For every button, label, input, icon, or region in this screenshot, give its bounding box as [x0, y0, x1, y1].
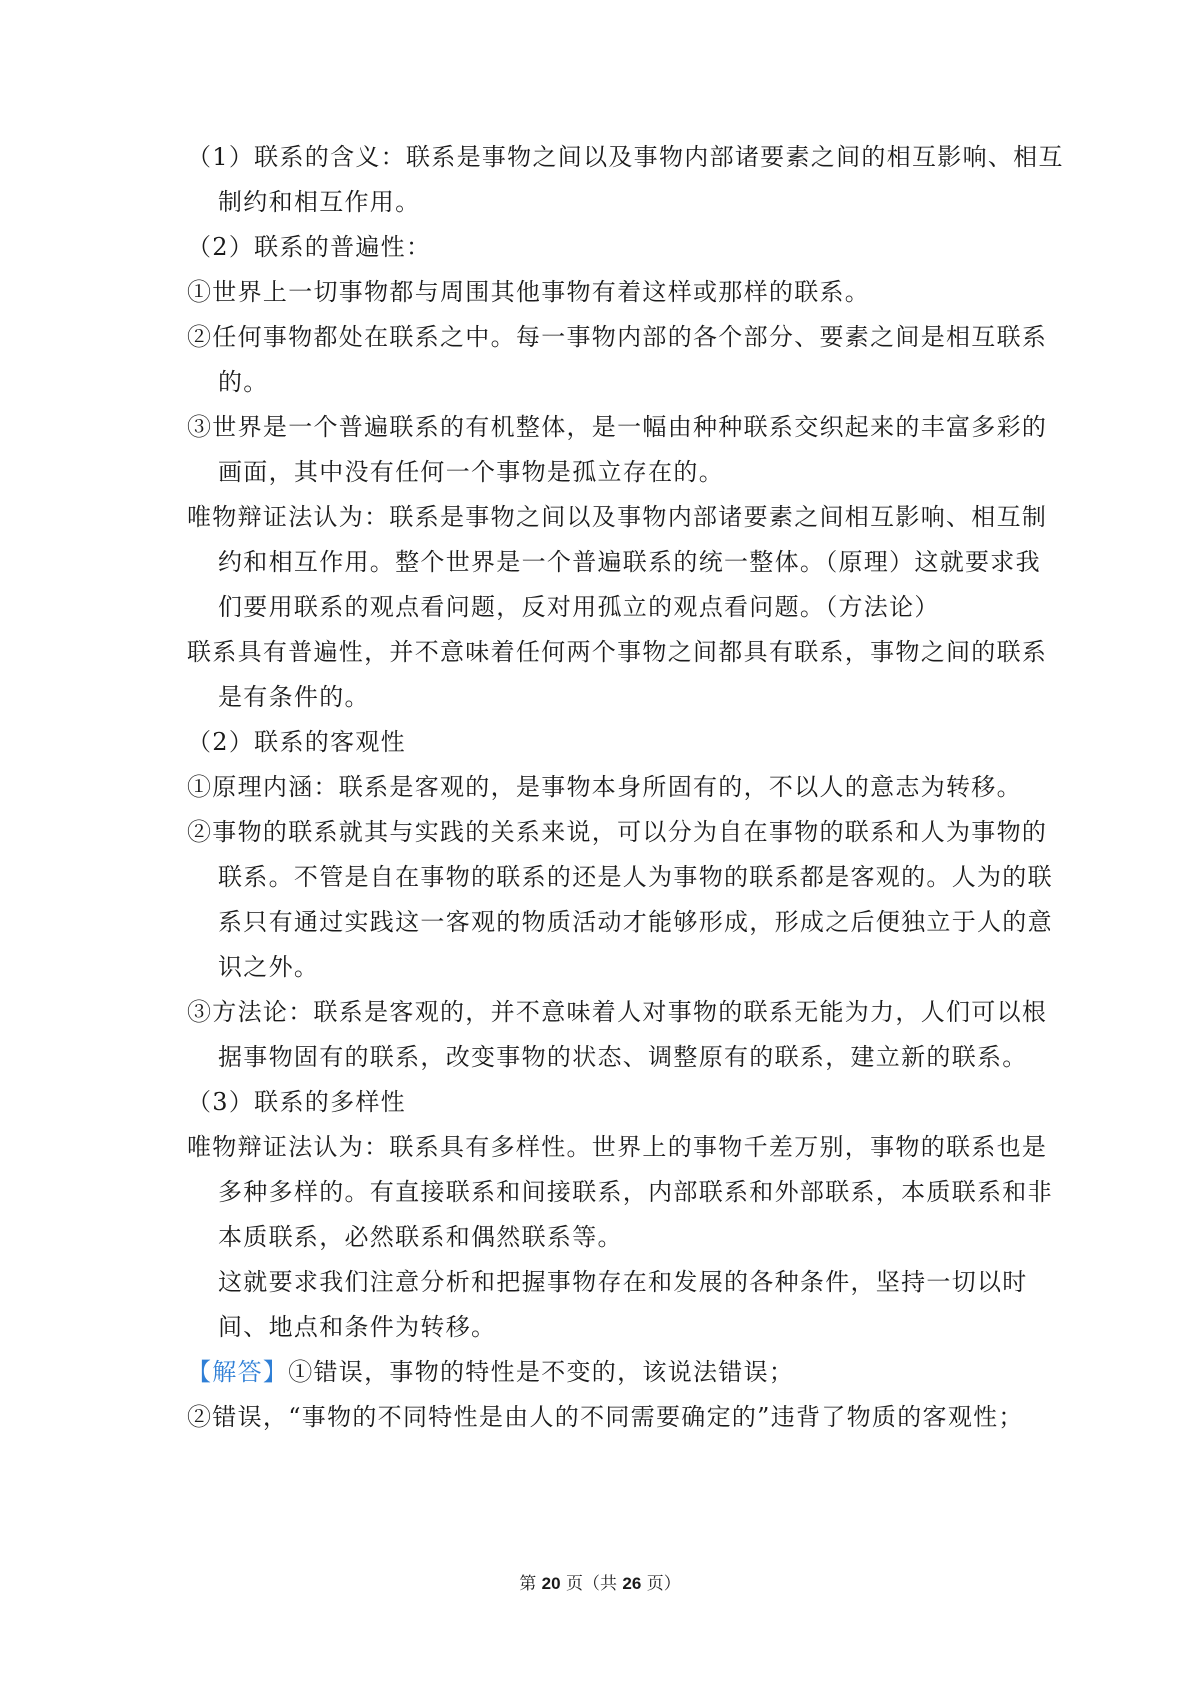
text-line: 本质联系，必然联系和偶然联系等。 [218, 1223, 623, 1251]
text-line: 多种多样的。有直接联系和间接联系，内部联系和外部联系，本质联系和非 [218, 1178, 1053, 1206]
text-line: 制约和相互作用。 [218, 188, 421, 216]
text-line: 约和相互作用。整个世界是一个普遍联系的统一整体。（原理）这就要求我 [218, 548, 1041, 576]
text-line: 据事物固有的联系，改变事物的状态、调整原有的联系，建立新的联系。 [218, 1043, 1028, 1071]
text-line: 是有条件的。 [218, 683, 370, 711]
text-line: 间、地点和条件为转移。 [218, 1313, 497, 1341]
text-line: （2）联系的普遍性： [187, 233, 432, 261]
text-line: 唯物辩证法认为：联系是事物之间以及事物内部诸要素之间相互影响、相互制 [187, 503, 1048, 531]
footer-total-pages: 26 [622, 1574, 642, 1593]
text-line: ②任何事物都处在联系之中。每一事物内部的各个部分、要素之间是相互联系 [187, 323, 1048, 351]
text-line: 识之外。 [218, 953, 320, 981]
text-line: 这就要求我们注意分析和把握事物存在和发展的各种条件，坚持一切以时 [218, 1268, 1028, 1296]
text-line: 联系。不管是自在事物的联系的还是人为事物的联系都是客观的。人为的联 [218, 863, 1053, 891]
answer-label: 【解答】 [187, 1358, 289, 1386]
text-line: （1）联系的含义：联系是事物之间以及事物内部诸要素之间的相互影响、相互 [187, 143, 1064, 171]
text-line: 画面，其中没有任何一个事物是孤立存在的。 [218, 458, 724, 486]
text-line: 们要用联系的观点看问题，反对用孤立的观点看问题。（方法论） [218, 593, 940, 621]
text-line: （3）联系的多样性 [187, 1088, 406, 1116]
footer-suffix: 页） [641, 1574, 681, 1594]
text-line: 系只有通过实践这一客观的物质活动才能够形成，形成之后便独立于人的意 [218, 908, 1053, 936]
text-line: ②事物的联系就其与实践的关系来说，可以分为自在事物的联系和人为事物的 [187, 818, 1048, 846]
answer-text: ①错误，事物的特性是不变的，该说法错误； [288, 1358, 795, 1386]
footer-prefix: 第 [519, 1574, 542, 1594]
footer-page-number: 20 [541, 1574, 561, 1593]
text-line: ①世界上一切事物都与周围其他事物有着这样或那样的联系。 [187, 278, 871, 306]
text-line: ③世界是一个普遍联系的有机整体，是一幅由种种联系交织起来的丰富多彩的 [187, 413, 1048, 441]
page-footer [0, 1573, 1200, 1595]
text-line: 的。 [218, 368, 269, 396]
text-line: ③方法论：联系是客观的，并不意味着人对事物的联系无能为力，人们可以根 [187, 998, 1048, 1026]
text-line: 唯物辩证法认为：联系具有多样性。世界上的事物千差万别，事物的联系也是 [187, 1133, 1048, 1161]
text-line: 联系具有普遍性，并不意味着任何两个事物之间都具有联系，事物之间的联系 [187, 638, 1048, 666]
text-line: （2）联系的客观性 [187, 728, 406, 756]
answer-line: ②错误，“事物的不同特性是由人的不同需要确定的”违背了物质的客观性； [187, 1403, 1024, 1431]
text-line: ①原理内涵：联系是客观的，是事物本身所固有的，不以人的意志为转移。 [187, 773, 1022, 801]
footer-mid: 页（共 [560, 1574, 623, 1594]
answer-line [187, 1357, 794, 1387]
